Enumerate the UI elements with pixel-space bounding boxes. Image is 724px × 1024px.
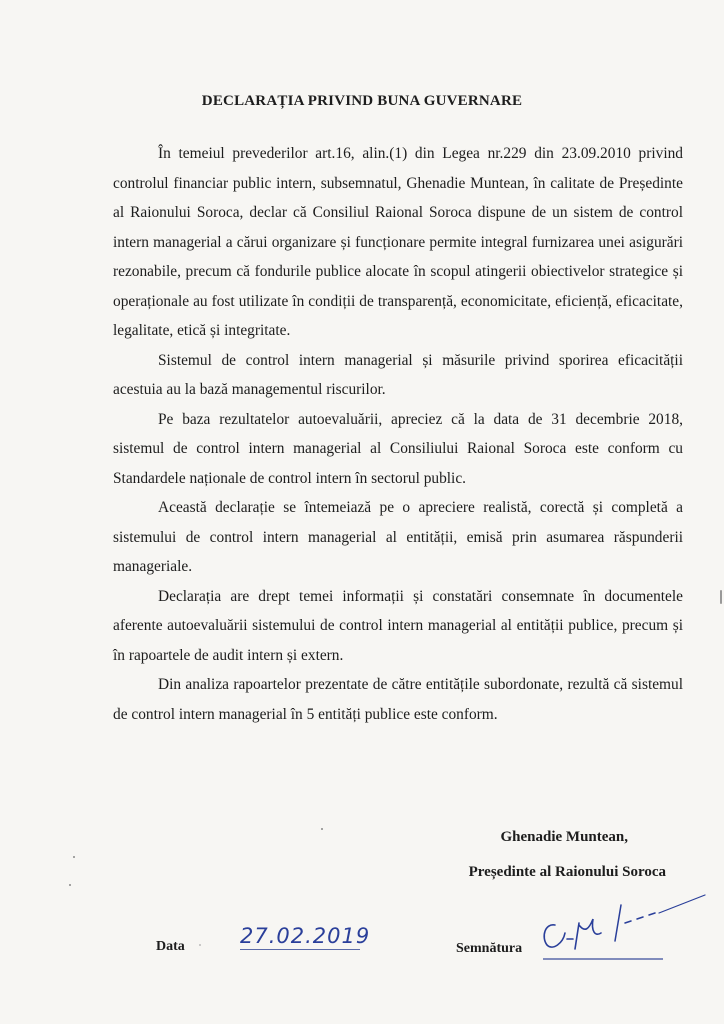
paragraph-legal-basis: În temeiul prevederilor art.16, alin.(1) din Legea nr.229 din 23.09.2010 privind controlul financiar public intern, subsemnatul, Ghenadie Muntean, în calitate de Președinte al Raionului Soroca, declar că Consiliul Raional Soroca dispune de un sistem de control intern managerial a cărui organizare și funcționare permite integral furnizarea unei asigurări rezonabile, precum că fondurile publice alocate în scopul atingerii obiectivelor strategice și operaționale au fost utilizate în condiții de transparență, economicitate, eficiență, eficacitate, legalitate, etică și integritate. [113, 145, 683, 339]
paragraph-realistic-assessment: Această declarație se întemeiază pe o apreciere realistă, corectă și completă a sistemului de control intern managerial al entității, emisă prin asumarea răspunderii manageriale. [113, 499, 683, 575]
paragraph-self-assessment: Pe baza rezultatelor autoevaluării, apreciez că la data de 31 decembrie 2018, sistemul de control intern managerial al Consiliului Raional Soroca este conform cu Standardele naționale de control intern în sectorul public. [113, 410, 683, 487]
paragraph-subordinate-entities: Din analiza rapoartelor prezentate de către entitățile subordonate, rezultă că sistemul de control intern managerial în 5 entități publice este conform. [113, 676, 683, 723]
scan-speck [73, 856, 75, 858]
date-label: Data [156, 939, 185, 954]
date-value: 27.02.2019 [240, 924, 371, 948]
handwritten-signature [535, 893, 710, 963]
signer-position: Președinte al Raionului Soroca [468, 864, 666, 880]
document-title: DECLARAȚIA PRIVIND BUNA GUVERNARE [201, 93, 523, 109]
declaration-body [113, 139, 683, 729]
paragraph-basis-information: Declarația are drept temei informații și constatări consemnate în documentele aferente autoevaluării sistemului de control intern managerial al entității publice, precum și în rapoartele de audit intern și extern. [113, 587, 683, 664]
signer-name: Ghenadie Muntean, [500, 829, 628, 845]
paragraph-risk-management: Sistemul de control intern managerial și măsurile privind sporirea eficacității acestuia au la bază managementul riscurilor. [113, 351, 683, 398]
scan-speck [720, 590, 722, 604]
scan-speck [199, 944, 201, 946]
signature-label: Semnătura [456, 941, 523, 956]
scan-speck [321, 828, 323, 830]
signer-block [469, 820, 666, 890]
scan-speck [69, 884, 71, 886]
